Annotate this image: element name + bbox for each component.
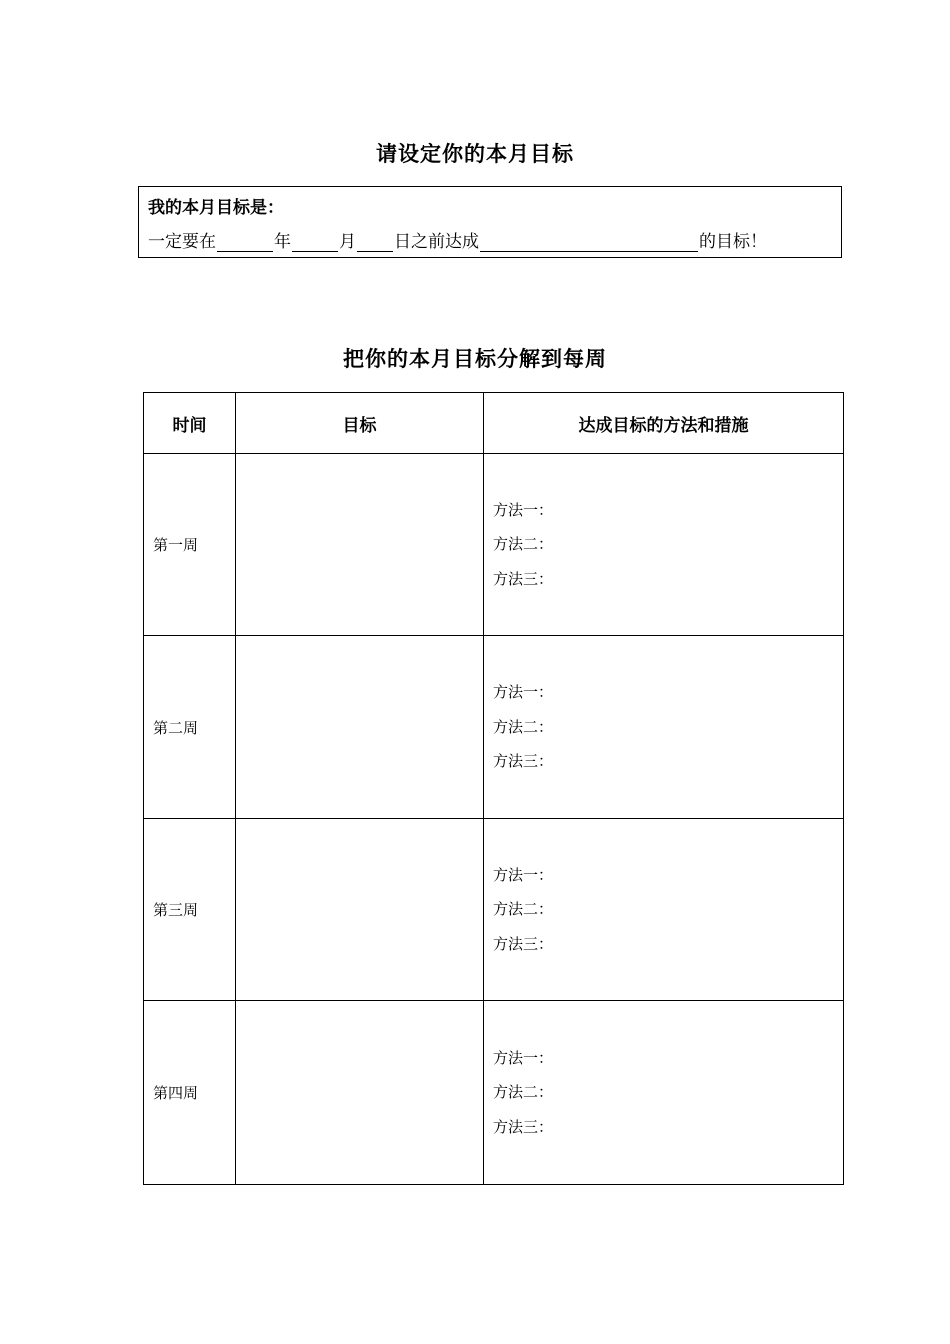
table-row (144, 636, 844, 819)
method-three: 方法三： (493, 1117, 554, 1136)
week-label: 第三周 (144, 819, 236, 1001)
method-two: 方法二： (493, 1083, 554, 1102)
header-time: 时间 (144, 393, 236, 454)
goal-input-cell[interactable] (236, 454, 484, 636)
weekly-breakdown-title: 把你的本月目标分解到每周 (343, 347, 607, 371)
day-before-label: 日之前达成 (394, 232, 479, 252)
week-label: 第一周 (144, 454, 236, 636)
table-row (144, 1001, 844, 1185)
methods-cell[interactable] (484, 819, 844, 1001)
method-one: 方法一： (493, 1048, 554, 1067)
method-three: 方法三： (493, 569, 554, 588)
weekly-goal-table (143, 392, 844, 1185)
table-row (144, 454, 844, 636)
table-row (144, 819, 844, 1001)
year-blank-field[interactable] (217, 232, 273, 252)
method-three: 方法三： (493, 752, 554, 771)
year-label: 年 (274, 232, 291, 252)
month-blank-field[interactable] (292, 232, 338, 252)
methods-cell[interactable] (484, 1001, 844, 1185)
week-label: 第四周 (144, 1001, 236, 1185)
week-label: 第二周 (144, 636, 236, 819)
method-one: 方法一： (493, 865, 554, 884)
goal-input-cell[interactable] (236, 819, 484, 1001)
goal-heading: 我的本月目标是： (148, 198, 284, 218)
method-one: 方法一： (493, 500, 554, 519)
method-one: 方法一： (493, 683, 554, 702)
goal-blank-field[interactable] (480, 232, 698, 252)
goal-input-cell[interactable] (236, 636, 484, 819)
monthly-goal-box (138, 186, 842, 258)
goal-statement-line (148, 227, 767, 252)
monthly-goal-title: 请设定你的本月目标 (376, 142, 574, 166)
goal-input-cell[interactable] (236, 1001, 484, 1185)
method-two: 方法二： (493, 717, 554, 736)
header-goal: 目标 (236, 393, 484, 454)
method-three: 方法三： (493, 934, 554, 953)
methods-cell[interactable] (484, 454, 844, 636)
goal-prefix-text: 一定要在 (148, 232, 216, 252)
method-two: 方法二： (493, 900, 554, 919)
methods-cell[interactable] (484, 636, 844, 819)
table-header-row (144, 393, 844, 454)
goal-suffix-text: 的目标！ (699, 232, 767, 252)
method-two: 方法二： (493, 535, 554, 554)
month-label: 月 (339, 232, 356, 252)
day-blank-field[interactable] (357, 232, 393, 252)
header-methods: 达成目标的方法和措施 (484, 393, 844, 454)
